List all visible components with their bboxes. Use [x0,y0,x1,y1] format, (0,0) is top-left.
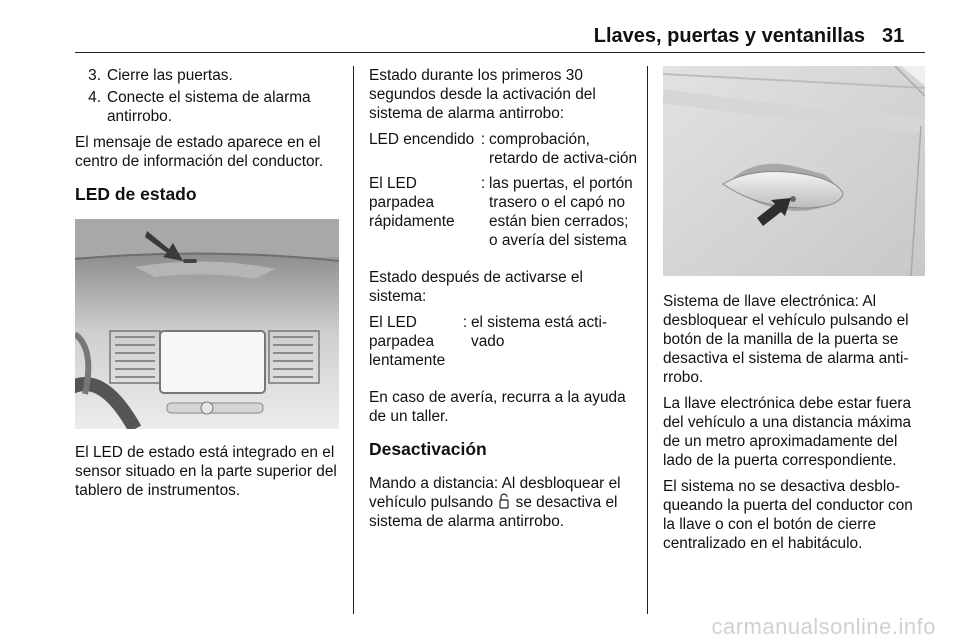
table-desc: comprobación, retardo de activa-ción [489,131,637,167]
unlock-icon [499,493,509,509]
section-heading-led: LED de estado [75,184,197,204]
table-separator: : [480,175,486,192]
table-separator: : [462,314,468,331]
step-text: Conecte el sistema de alarma antirrobo. [107,89,311,125]
electronic-key-paragraph: Sistema de llave electrónica: Al desbloquear el vehículo pulsando el botón de la manilla de la puerta se desactiva el sistema de alarma anti-rrobo. [663,293,909,386]
page-number: 31 [882,25,905,47]
table-desc: las puertas, el portón trasero o el capó no están bien cerrados; o avería del sistema [489,175,633,249]
column-divider-1 [353,66,354,614]
column-divider-2 [647,66,648,614]
list-item [75,88,341,126]
led-status-table-1 [369,130,637,256]
step-list [75,66,341,126]
fault-paragraph: En caso de avería, recurra a la ayuda de un taller. [369,389,626,425]
step-number: 3. [88,67,101,84]
deactivation-paragraph [369,474,637,531]
step-text: Cierre las puertas. [107,67,233,84]
status-after-activation-intro: Estado después de activarse el sistema: [369,269,583,305]
table-row [369,174,637,256]
door-handle-illustration [663,66,925,276]
table-row [369,130,637,174]
table-term: El LED parpadea rápidamente [369,175,455,230]
led-caption: El LED de estado está integrado en el sensor situado en la parte superior del tablero de instrumentos. [75,444,337,499]
table-desc: el sistema está acti-vado [471,314,607,350]
door-handle-image [663,66,925,276]
status-message-paragraph: El mensaje de estado aparece en el centro de información del conductor. [75,134,324,170]
step-number: 4. [88,89,101,106]
header-rule [75,52,925,53]
section-heading-deactivation: Desactivación [369,439,487,459]
led-status-table-2 [369,313,637,376]
not-deactivated-paragraph: El sistema no se desactiva desblo-queando la puerta del conductor con la llave o con el botón de cierre centralizado en el habitáculo. [663,478,913,552]
table-term: El LED parpadea lentamente [369,314,446,369]
deactivation-text-after: se desactiva el sistema de alarma antirrobo. [369,494,618,530]
status-first-30s-intro: Estado durante los primeros 30 segundos desde la activación del sistema de alarma antirrobo: [369,67,596,122]
list-item [75,66,341,85]
column-1 [75,66,341,507]
column-3 [663,66,925,560]
deactivation-text-before: Mando a distancia: Al desbloquear el vehículo pulsando [369,475,621,511]
dashboard-illustration [75,219,339,429]
watermark: carmanualsonline.info [711,614,936,639]
table-separator: : [480,131,486,148]
page-header-title: Llaves, puertas y ventanillas [593,25,865,47]
column-2 [369,66,637,538]
table-term: LED encendido [369,131,475,148]
table-row [369,313,637,376]
key-distance-paragraph: La llave electrónica debe estar fuera del vehículo a una distancia máxima de un metro aproximadamente del lado de la puerta correspondiente. [663,395,912,469]
dashboard-image [75,219,339,429]
